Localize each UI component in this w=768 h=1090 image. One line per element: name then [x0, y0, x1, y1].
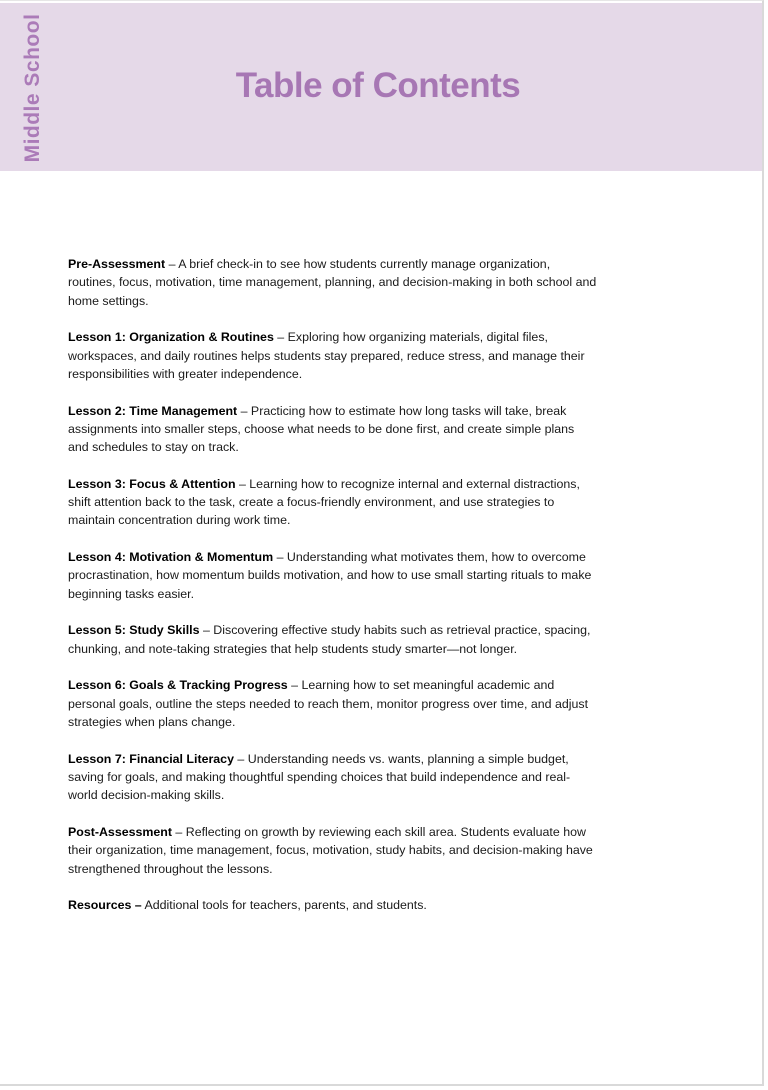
toc-entry-description: – Learning how to recognize internal and external distractions, shift attention back to the task, create a focus-friendly environment, and use strategies to maintain concentration during work time.: [68, 476, 580, 528]
toc-entry-lesson-5: [68, 621, 598, 658]
toc-entry-lesson-2: [68, 402, 598, 457]
toc-entry-lesson-1: [68, 328, 598, 383]
toc-entry-heading: Lesson 5: Study Skills: [68, 623, 200, 638]
toc-entry-lesson-7: [68, 750, 598, 805]
toc-entry-description: – Learning how to set meaningful academic and personal goals, outline the steps needed to reach them, monitor progress over time, and adjust strategies when plans change.: [68, 678, 589, 729]
toc-entry-heading: Lesson 2: Time Management: [68, 403, 238, 418]
toc-entry-lesson-4: [68, 548, 598, 603]
toc-entry-description: – A brief check-in to see how students currently manage organization, routines, focus, motivation, time management, planning, and decision-making in both school and home settings.: [68, 257, 597, 308]
toc-entry-heading: Lesson 1: Organization & Routines: [68, 330, 274, 345]
toc-entry-resources: [68, 896, 598, 914]
toc-entry-description: – Understanding what motivates them, how to overcome procrastination, how momentum builds motivation, and how to use small starting rituals to make beginning tasks easier.: [68, 550, 592, 601]
toc-entry-heading: Lesson 7: Financial Literacy: [68, 751, 234, 766]
toc-entry-description: – Exploring how organizing materials, digital files, workspaces, and daily routines helps students stay prepared, reduce stress, and manage their responsibilities with greater independence.: [68, 330, 585, 381]
toc-entry-description: – Practicing how to estimate how long tasks will take, break assignments into smaller steps, choose what needs to be done first, and create simple plans and schedules to stay on track.: [68, 403, 575, 455]
toc-entry-pre-assessment: [68, 255, 598, 310]
toc-entry-post-assessment: [68, 823, 598, 878]
side-label: Middle School: [21, 13, 44, 163]
header-band: [0, 3, 762, 171]
toc-entry-heading: Lesson 3: Focus & Attention: [68, 476, 236, 491]
toc-entry-heading: Resources –: [68, 898, 142, 913]
table-of-contents: [68, 255, 598, 933]
toc-entry-heading: Lesson 6: Goals & Tracking Progress: [68, 678, 288, 693]
toc-entry-heading: Post-Assessment: [68, 824, 172, 839]
page-title: Table of Contents: [235, 66, 521, 105]
toc-entry-lesson-3: [68, 475, 598, 530]
toc-entry-description: – Understanding needs vs. wants, planning a simple budget, saving for goals, and making thoughtful spending choices that build independence and real-world decision-making skills.: [68, 751, 571, 803]
toc-entry-description: – Discovering effective study habits such as retrieval practice, spacing, chunking, and note-taking strategies that help students study smarter—not longer.: [68, 623, 591, 656]
toc-entry-heading: Pre-Assessment: [68, 257, 166, 271]
toc-entry-description: Additional tools for teachers, parents, and students.: [141, 898, 427, 913]
toc-entry-description: – Reflecting on growth by reviewing each skill area. Students evaluate how their organization, time management, focus, motivation, study habits, and decision-making have strengthened throughout the lessons.: [68, 824, 593, 876]
toc-entry-lesson-6: [68, 676, 598, 731]
toc-entry-heading: Lesson 4: Motivation & Momentum: [68, 550, 274, 565]
